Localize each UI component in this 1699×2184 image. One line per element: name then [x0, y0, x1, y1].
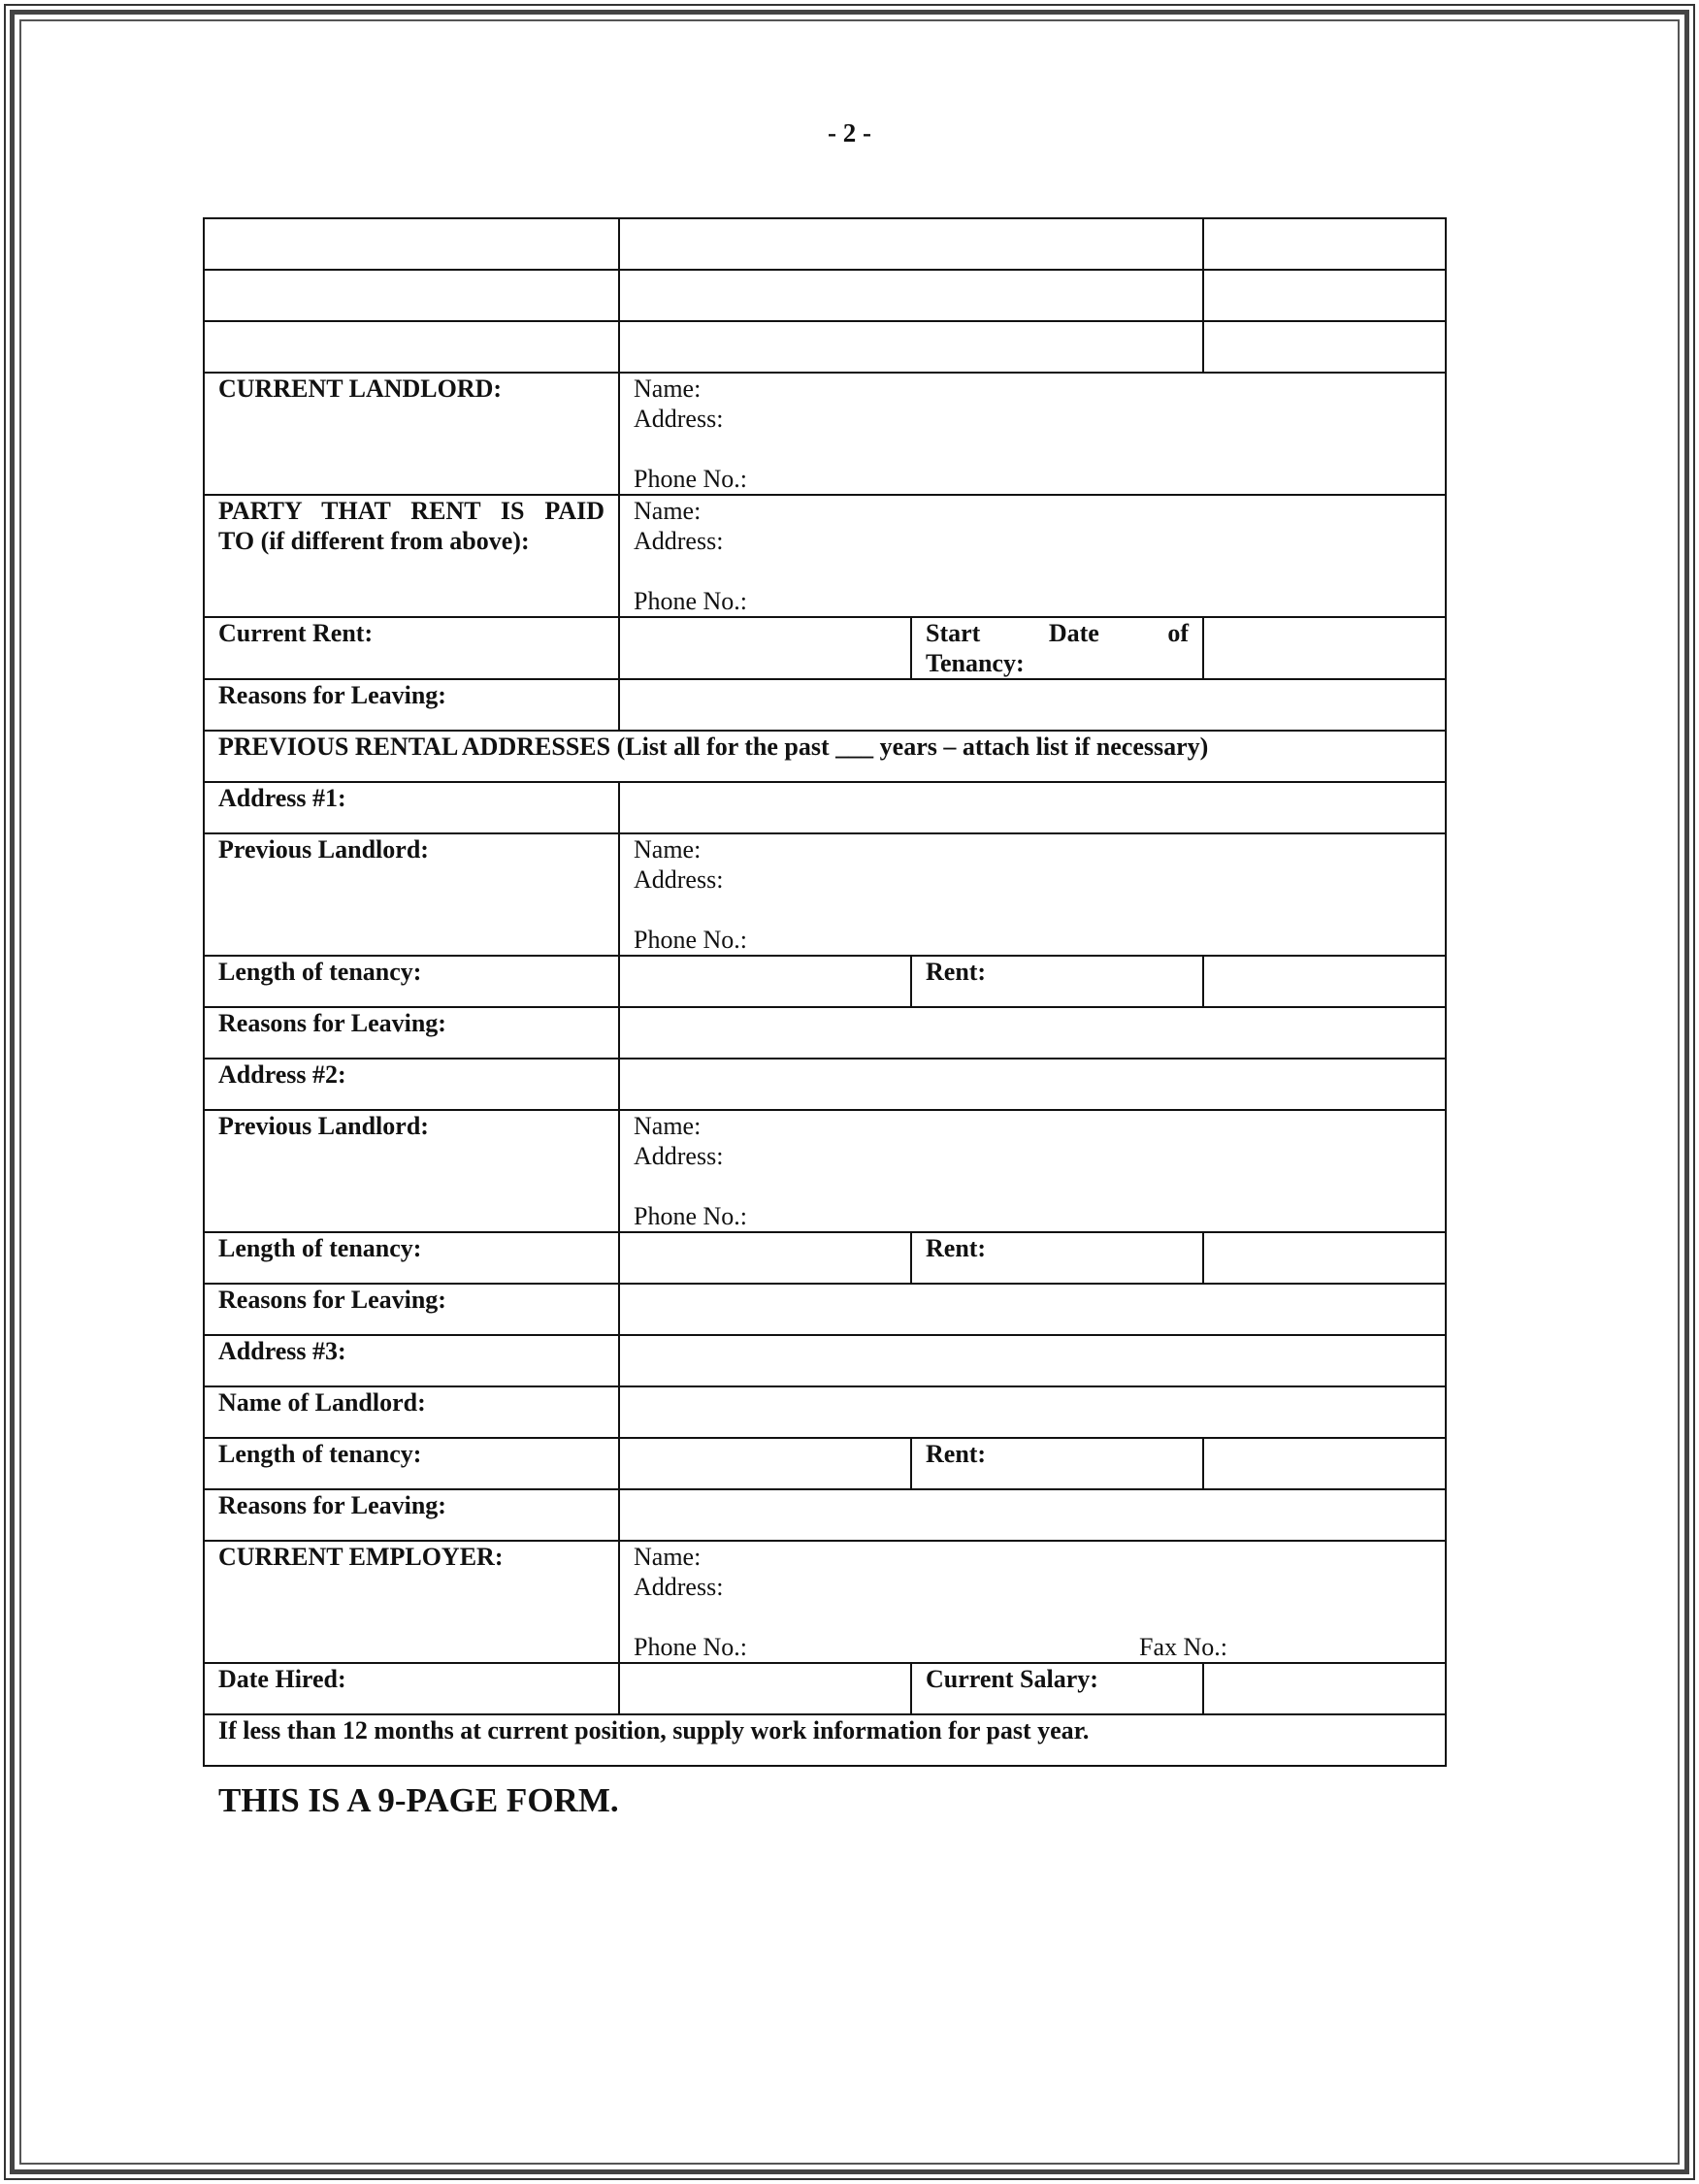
reasons-leaving-field[interactable]	[619, 679, 1446, 731]
previous-landlord-details[interactable]	[619, 1110, 1446, 1232]
party-rent-paid-details[interactable]	[619, 495, 1446, 617]
address3-landlord-row	[204, 1386, 1446, 1438]
current-rent-label: Current Rent:	[204, 617, 619, 679]
employment-note-row	[204, 1714, 1446, 1766]
address-label: Address:	[634, 865, 724, 894]
address3-field[interactable]	[619, 1335, 1446, 1386]
address3-length-row	[204, 1438, 1446, 1489]
blank-row	[204, 321, 1446, 373]
rent-label: Rent:	[911, 956, 1203, 1007]
address2-label: Address #2:	[204, 1059, 619, 1110]
name-label: Name:	[634, 375, 702, 403]
current-employer-details[interactable]	[619, 1541, 1446, 1663]
employment-note: If less than 12 months at current position, supply work information for past year.	[204, 1714, 1446, 1766]
blank-cell[interactable]	[619, 321, 1203, 373]
party-rent-paid-label: PARTY THAT RENT IS PAID	[218, 497, 604, 525]
date-hired-label: Date Hired:	[204, 1663, 619, 1714]
previous-landlord-details[interactable]	[619, 833, 1446, 956]
address-label: Address:	[634, 1573, 724, 1601]
blank-row	[204, 218, 1446, 270]
current-salary-field[interactable]	[1203, 1663, 1446, 1714]
reasons-leaving-field[interactable]	[619, 1489, 1446, 1541]
party-rent-paid-label-cell	[204, 495, 619, 617]
name-label: Name:	[634, 835, 702, 864]
previous-landlord-label: Previous Landlord:	[204, 833, 619, 956]
address1-label: Address #1:	[204, 782, 619, 833]
current-employer-row	[204, 1541, 1446, 1663]
phone-label: Phone No.:	[634, 1633, 747, 1661]
blank-cell[interactable]	[619, 270, 1203, 321]
blank-row	[204, 270, 1446, 321]
length-tenancy-field[interactable]	[619, 956, 911, 1007]
rent-field[interactable]	[1203, 1232, 1446, 1284]
date-hired-field[interactable]	[619, 1663, 911, 1714]
previous-rental-heading-cell	[204, 731, 1446, 782]
address-label: Address:	[634, 527, 724, 555]
reasons-leaving-label: Reasons for Leaving:	[204, 679, 619, 731]
previous-rental-note: (List all for the past ___ years – attach list if necessary)	[616, 733, 1209, 761]
start-date-label: Start Date of	[926, 619, 1189, 647]
fax-label: Fax No.:	[1139, 1633, 1227, 1661]
address1-landlord-row	[204, 833, 1446, 956]
current-landlord-label: CURRENT LANDLORD:	[204, 373, 619, 495]
address3-label: Address #3:	[204, 1335, 619, 1386]
date-hired-row	[204, 1663, 1446, 1714]
phone-label: Phone No.:	[634, 926, 747, 954]
rent-label: Rent:	[911, 1438, 1203, 1489]
address-label: Address:	[634, 405, 724, 433]
address-label: Address:	[634, 1142, 724, 1170]
address2-reasons-row	[204, 1284, 1446, 1335]
blank-cell[interactable]	[1203, 270, 1446, 321]
previous-landlord-label: Previous Landlord:	[204, 1110, 619, 1232]
start-date-field[interactable]	[1203, 617, 1446, 679]
address2-length-row	[204, 1232, 1446, 1284]
reasons-leaving-label: Reasons for Leaving:	[204, 1007, 619, 1059]
party-rent-paid-label-2: TO (if different from above):	[218, 527, 530, 555]
blank-cell[interactable]	[204, 270, 619, 321]
page-number: - 2 -	[828, 118, 871, 147]
current-salary-label: Current Salary:	[911, 1663, 1203, 1714]
blank-cell[interactable]	[204, 218, 619, 270]
start-date-label-cell	[911, 617, 1203, 679]
current-rent-row	[204, 617, 1446, 679]
address1-row	[204, 782, 1446, 833]
rent-field[interactable]	[1203, 1438, 1446, 1489]
current-landlord-row	[204, 373, 1446, 495]
address2-field[interactable]	[619, 1059, 1446, 1110]
length-tenancy-label: Length of tenancy:	[204, 1232, 619, 1284]
party-rent-paid-row	[204, 495, 1446, 617]
previous-rental-heading-row	[204, 731, 1446, 782]
phone-label: Phone No.:	[634, 465, 747, 493]
length-tenancy-field[interactable]	[619, 1438, 911, 1489]
blank-cell[interactable]	[1203, 218, 1446, 270]
address2-row	[204, 1059, 1446, 1110]
reasons-leaving-field[interactable]	[619, 1007, 1446, 1059]
current-rent-field[interactable]	[619, 617, 911, 679]
length-tenancy-label: Length of tenancy:	[204, 956, 619, 1007]
blank-cell[interactable]	[1203, 321, 1446, 373]
phone-label: Phone No.:	[634, 587, 747, 615]
rent-label: Rent:	[911, 1232, 1203, 1284]
rental-application-form	[203, 217, 1447, 1767]
address3-row	[204, 1335, 1446, 1386]
landlord-name-label: Name of Landlord:	[204, 1386, 619, 1438]
address1-field[interactable]	[619, 782, 1446, 833]
length-tenancy-label: Length of tenancy:	[204, 1438, 619, 1489]
name-label: Name:	[634, 1543, 702, 1571]
name-label: Name:	[634, 497, 702, 525]
rent-field[interactable]	[1203, 956, 1446, 1007]
phone-label: Phone No.:	[634, 1202, 747, 1230]
address1-length-row	[204, 956, 1446, 1007]
length-tenancy-field[interactable]	[619, 1232, 911, 1284]
current-landlord-details[interactable]	[619, 373, 1446, 495]
page-count-note: THIS IS A 9-PAGE FORM.	[218, 1781, 619, 1819]
reasons-leaving-row	[204, 679, 1446, 731]
previous-rental-heading: PREVIOUS RENTAL ADDRESSES	[218, 733, 611, 761]
tenancy-label: Tenancy:	[926, 649, 1025, 677]
landlord-name-field[interactable]	[619, 1386, 1446, 1438]
address2-landlord-row	[204, 1110, 1446, 1232]
reasons-leaving-label: Reasons for Leaving:	[204, 1489, 619, 1541]
current-employer-label: CURRENT EMPLOYER:	[204, 1541, 619, 1663]
address3-reasons-row	[204, 1489, 1446, 1541]
name-label: Name:	[634, 1112, 702, 1140]
blank-cell[interactable]	[204, 321, 619, 373]
reasons-leaving-label: Reasons for Leaving:	[204, 1284, 619, 1335]
blank-cell[interactable]	[619, 218, 1203, 270]
address1-reasons-row	[204, 1007, 1446, 1059]
reasons-leaving-field[interactable]	[619, 1284, 1446, 1335]
